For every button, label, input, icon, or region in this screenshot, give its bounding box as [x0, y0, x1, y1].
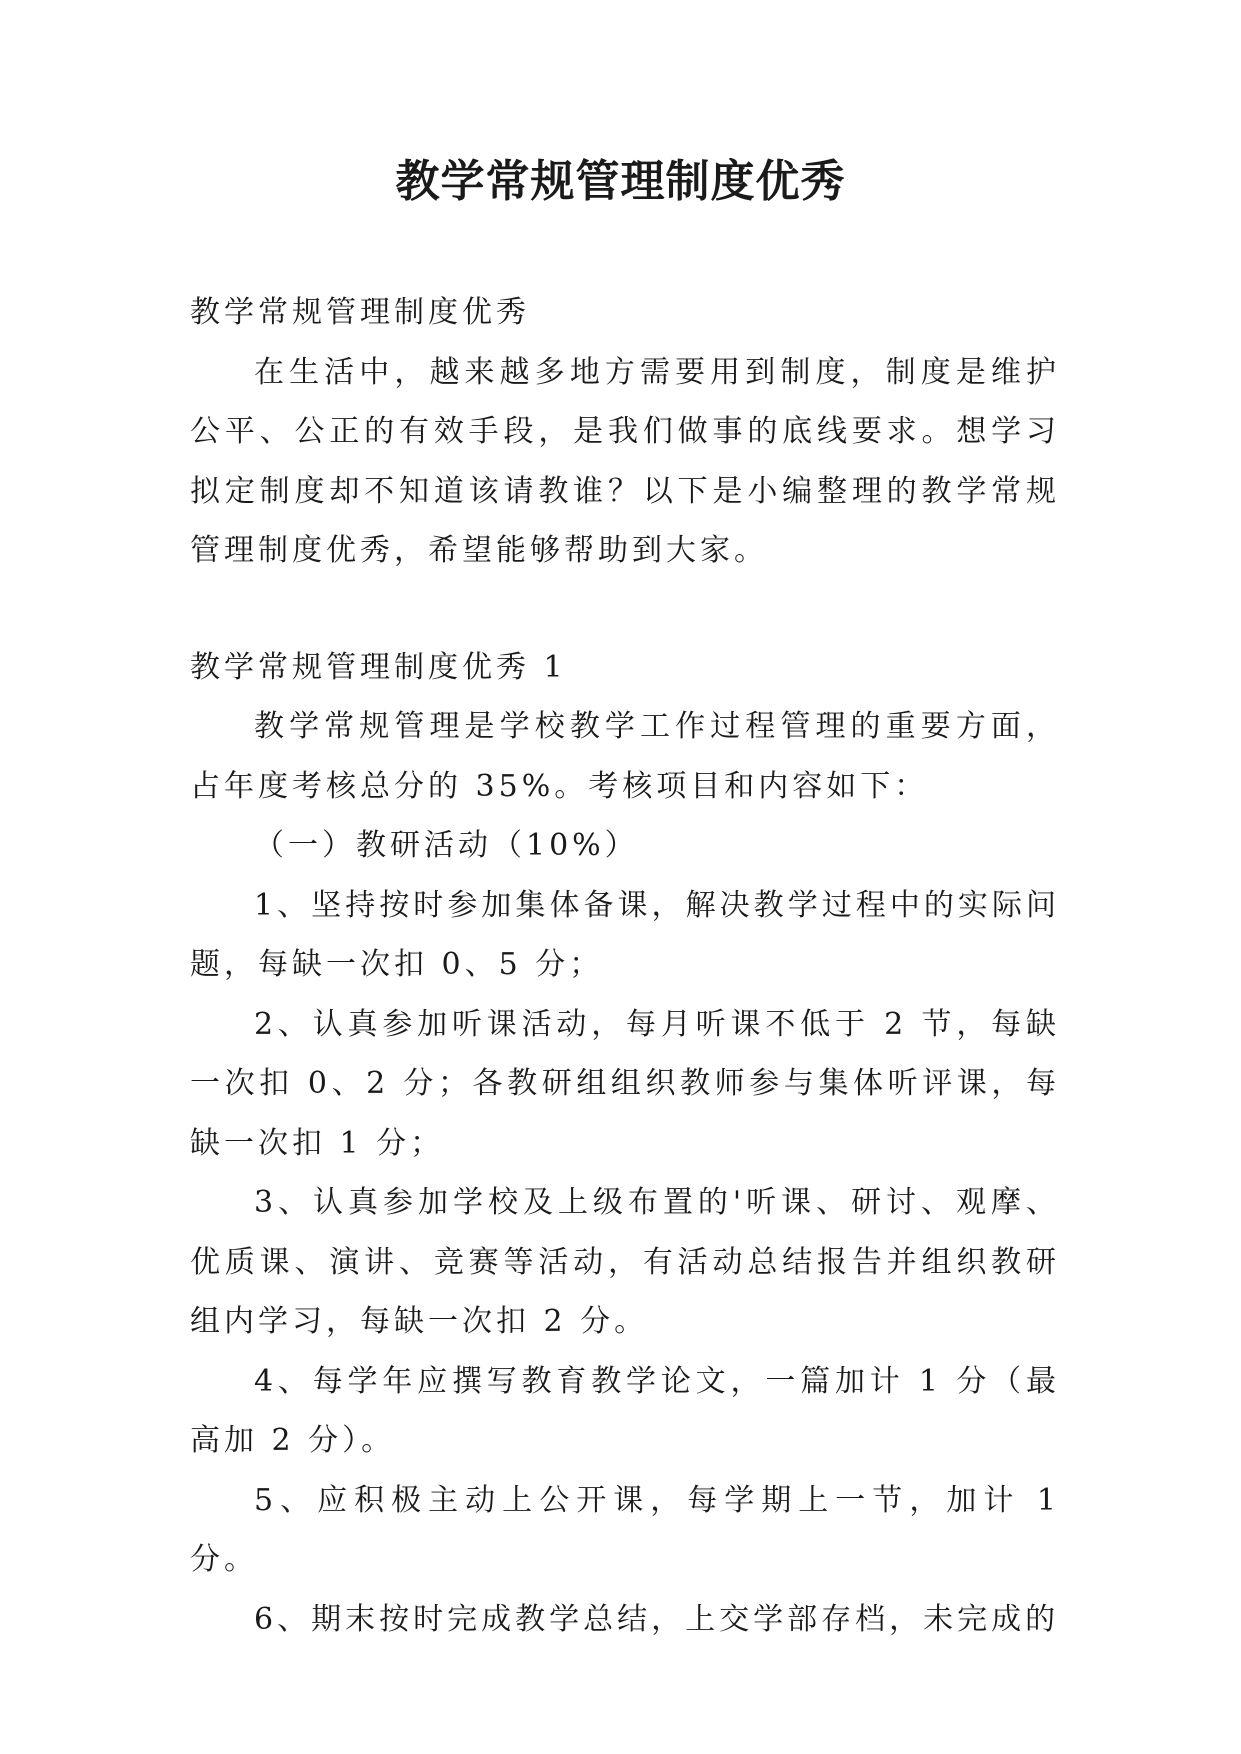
list-item: 3、认真参加学校及上级布置的'听课、研讨、观摩、优质课、演讲、竞赛等活动，有活动总结报告并组织教研组内学习，每缺一次扣 2 分。 [190, 1185, 1060, 1339]
list-item: 6、期末按时完成教学总结，上交学部存档，未完成的 [254, 1601, 1060, 1637]
section-heading: 教学常规管理制度优秀 1 [190, 649, 567, 685]
list-item: 4、每学年应撰写教育教学论文，一篇加计 1 分（最高加 2 分）。 [190, 1363, 1060, 1458]
document-body [190, 283, 1060, 1649]
list-item: 1、坚持按时参加集体备课，解决教学过程中的实际问题，每缺一次扣 0、5 分； [190, 887, 1060, 982]
list-item: 5、应积极主动上公开课，每学期上一节，加计 1 分。 [190, 1482, 1060, 1577]
document-subtitle: 教学常规管理制度优秀 [190, 295, 530, 330]
document-title: 教学常规管理制度优秀 [395, 156, 846, 207]
section-intro-paragraph: 教学常规管理是学校教学工作过程管理的重要方面，占年度考核总分的 35%。考核项目和内容如下： [190, 709, 1060, 804]
item-group-heading: （一）教研活动（10%） [254, 828, 639, 863]
intro-paragraph: 在生活中，越来越多地方需要用到制度，制度是维护公平、公正的有效手段，是我们做事的底线要求。想学习拟定制度却不知道该请教谁？以下是小编整理的教学常规管理制度优秀，希望能够帮助到大家。 [190, 354, 1060, 568]
list-item: 2、认真参加听课活动，每月听课不低于 2 节，每缺一次扣 0、2 分；各教研组组织教师参与集体听评课，每缺一次扣 1 分； [190, 1006, 1060, 1161]
